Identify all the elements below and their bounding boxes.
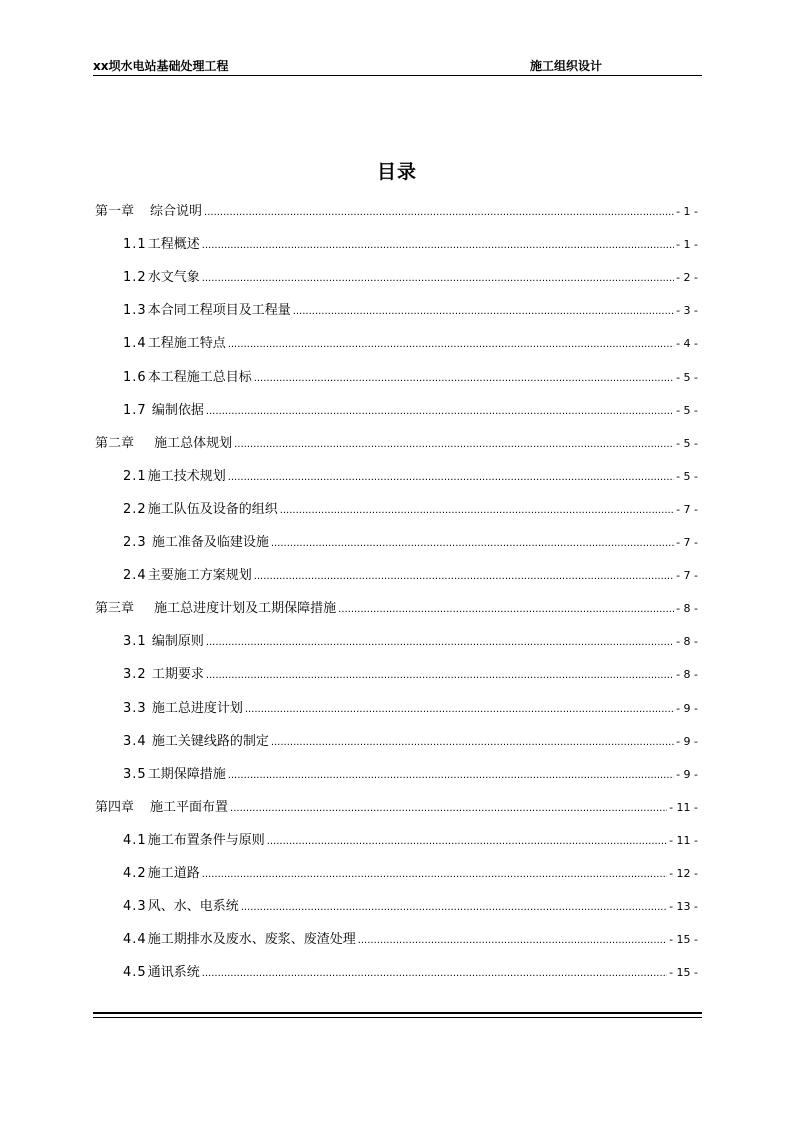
toc-entry-text: 工程施工特点 xyxy=(147,336,226,351)
toc-entry-number: 第四章 xyxy=(95,800,135,815)
toc-page-number: - 8 - xyxy=(676,635,698,648)
toc-page-number: - 8 - xyxy=(676,602,698,615)
toc-section-entry[interactable] xyxy=(123,930,698,950)
toc-entry-label xyxy=(123,831,265,851)
toc-entry-label xyxy=(123,566,252,586)
toc-entry-label xyxy=(123,268,200,288)
toc-section-entry[interactable] xyxy=(123,334,698,354)
toc-entry-text: 施工队伍及设备的组织 xyxy=(147,502,278,517)
toc-entry-number: 第二章 xyxy=(95,436,135,451)
toc-entry-label xyxy=(123,301,291,321)
toc-dot-leader xyxy=(202,865,667,885)
toc-entry-text: 施工技术规划 xyxy=(147,469,226,484)
toc-section-entry[interactable] xyxy=(123,268,698,288)
toc-page-number: - 8 - xyxy=(676,668,698,681)
toc-entry-text: 综合说明 xyxy=(150,204,203,219)
toc-entry-number: 第一章 xyxy=(95,204,135,219)
toc-entry-text: 编制原则 xyxy=(147,634,204,649)
toc-entry-label xyxy=(123,864,200,884)
page-header xyxy=(93,57,702,74)
toc-entry-number: 1.3 xyxy=(123,303,147,318)
toc-entry-number: 3.2 xyxy=(123,667,147,682)
toc-section-entry[interactable] xyxy=(123,699,698,719)
toc-entry-number: 1.6 xyxy=(123,370,147,385)
toc-entry-number: 1.1 xyxy=(123,237,147,252)
toc-entry-number: 3.3 xyxy=(123,701,147,716)
toc-page-number: - 11 - xyxy=(669,801,698,814)
toc-page-number: - 7 - xyxy=(676,503,698,516)
toc-page-number: - 5 - xyxy=(676,404,698,417)
toc-entry-label xyxy=(123,533,269,553)
toc-entry-text: 主要施工方案规划 xyxy=(147,568,252,583)
toc-entry-number: 4.4 xyxy=(123,932,147,947)
toc-entry-number: 3.5 xyxy=(123,767,147,782)
toc-entry-label xyxy=(123,467,226,487)
toc-entry-text: 本工程施工总目标 xyxy=(147,370,252,385)
toc-section-entry[interactable] xyxy=(123,632,698,652)
toc-entry-label xyxy=(123,765,226,785)
toc-entry-number: 4.1 xyxy=(123,833,147,848)
toc-page-number: - 12 - xyxy=(669,867,698,880)
toc-entry-label xyxy=(123,699,243,719)
toc-dot-leader xyxy=(358,931,667,951)
toc-page-number: - 5 - xyxy=(676,371,698,384)
toc-page-number: - 9 - xyxy=(676,768,698,781)
toc-dot-leader xyxy=(338,600,674,620)
toc-entry-text: 施工总进度计划及工期保障措施 xyxy=(150,601,337,616)
toc-entry-label xyxy=(123,401,204,421)
toc-page-number: - 13 - xyxy=(669,900,698,913)
toc-dot-leader xyxy=(234,435,674,455)
toc-entry-text: 通讯系统 xyxy=(147,965,200,980)
toc-dot-leader xyxy=(271,733,674,753)
toc-entry-number: 1.2 xyxy=(123,270,147,285)
toc-entry-text: 施工准备及临建设施 xyxy=(147,535,269,550)
toc-entry-text: 施工总体规划 xyxy=(150,436,233,451)
toc-entry-label xyxy=(95,599,336,619)
toc-page-number: - 5 - xyxy=(676,437,698,450)
toc-entry-number: 4.3 xyxy=(123,899,147,914)
toc-page-number: - 1 - xyxy=(676,205,698,218)
toc-section-entry[interactable] xyxy=(123,665,698,685)
toc-dot-leader xyxy=(206,402,674,422)
toc-page-number: - 5 - xyxy=(676,470,698,483)
toc-entry-label xyxy=(123,334,226,354)
toc-section-entry[interactable] xyxy=(123,566,698,586)
toc-entry-number: 1.4 xyxy=(123,336,147,351)
toc-dot-leader xyxy=(271,534,674,554)
toc-dot-leader xyxy=(204,203,674,223)
toc-entry-number: 4.5 xyxy=(123,965,147,980)
toc-entry-label xyxy=(95,202,202,222)
toc-section-entry[interactable] xyxy=(123,897,698,917)
toc-section-entry[interactable] xyxy=(123,533,698,553)
toc-entry-number: 1.7 xyxy=(123,403,147,418)
toc-page-number: - 9 - xyxy=(676,735,698,748)
toc-dot-leader xyxy=(228,468,674,488)
toc-entry-text: 工期保障措施 xyxy=(147,767,226,782)
toc-entry-text: 施工布置条件与原则 xyxy=(147,833,265,848)
toc-chapter-entry[interactable] xyxy=(95,202,698,222)
toc-chapter-entry[interactable] xyxy=(95,434,698,454)
toc-section-entry[interactable] xyxy=(123,963,698,983)
footer-divider-thick xyxy=(93,1012,702,1014)
toc-entry-label xyxy=(123,665,204,685)
toc-page-number: - 1 - xyxy=(676,238,698,251)
toc-entry-label xyxy=(123,897,239,917)
toc-entry-label xyxy=(123,963,200,983)
footer-divider-thin xyxy=(93,1017,702,1018)
toc-page-number: - 4 - xyxy=(676,337,698,350)
toc-page-number: - 3 - xyxy=(676,304,698,317)
toc-entry-number: 3.4 xyxy=(123,734,147,749)
toc-page-number: - 15 - xyxy=(669,966,698,979)
toc-section-entry[interactable] xyxy=(123,301,698,321)
toc-entry-text: 施工平面布置 xyxy=(150,800,229,815)
header-document-type: 施工组织设计 xyxy=(530,59,603,73)
toc-dot-leader xyxy=(241,898,667,918)
toc-title: 目录 xyxy=(376,161,417,183)
toc-dot-leader xyxy=(267,832,667,852)
toc-chapter-entry[interactable] xyxy=(95,798,698,818)
toc-entry-text: 水文气象 xyxy=(147,270,200,285)
toc-dot-leader xyxy=(254,369,674,389)
toc-dot-leader xyxy=(202,269,674,289)
toc-page-number: - 7 - xyxy=(676,536,698,549)
toc-dot-leader xyxy=(206,666,674,686)
toc-dot-leader xyxy=(293,302,674,322)
toc-chapter-entry[interactable] xyxy=(95,599,698,619)
toc-page-number: - 2 - xyxy=(676,271,698,284)
toc-entry-label xyxy=(123,368,252,388)
toc-dot-leader xyxy=(230,799,667,819)
toc-dot-leader xyxy=(202,236,674,256)
toc-entry-text: 施工道路 xyxy=(147,866,200,881)
toc-section-entry[interactable] xyxy=(123,765,698,785)
toc-entry-text: 工程概述 xyxy=(147,237,200,252)
toc-entry-label xyxy=(123,500,278,520)
header-divider xyxy=(93,75,702,76)
toc-entry-text: 编制依据 xyxy=(147,403,204,418)
toc-entry-text: 本合同工程项目及工程量 xyxy=(147,303,291,318)
toc-entry-number: 2.4 xyxy=(123,568,147,583)
toc-section-entry[interactable] xyxy=(123,831,698,851)
toc-entry-label xyxy=(123,235,200,255)
toc-entry-text: 风、水、电系统 xyxy=(147,899,239,914)
toc-dot-leader xyxy=(202,964,667,984)
toc-entry-label xyxy=(123,930,356,950)
toc-section-entry[interactable] xyxy=(123,467,698,487)
toc-page-number: - 9 - xyxy=(676,702,698,715)
toc-entry-label xyxy=(95,434,232,454)
toc-entry-number: 4.2 xyxy=(123,866,147,881)
toc-entry-text: 工期要求 xyxy=(147,667,204,682)
toc-section-entry[interactable] xyxy=(123,401,698,421)
toc-page-number: - 7 - xyxy=(676,569,698,582)
header-project-name: xx坝水电站基础处理工程 xyxy=(93,59,229,73)
toc-entry-text: 施工关键线路的制定 xyxy=(147,734,269,749)
toc-dot-leader xyxy=(245,700,674,720)
toc-page-number: - 11 - xyxy=(669,834,698,847)
toc-entry-text: 施工总进度计划 xyxy=(147,701,243,716)
toc-entry-number: 2.2 xyxy=(123,502,147,517)
toc-dot-leader xyxy=(228,766,674,786)
toc-section-entry[interactable] xyxy=(123,732,698,752)
toc-entry-number: 2.3 xyxy=(123,535,147,550)
toc-page-number: - 15 - xyxy=(669,933,698,946)
toc-entry-text: 施工期排水及废水、废浆、废渣处理 xyxy=(147,932,356,947)
toc-entry-label xyxy=(123,732,269,752)
toc-entry-label xyxy=(123,632,204,652)
toc-section-entry[interactable] xyxy=(123,864,698,884)
toc-dot-leader xyxy=(280,501,674,521)
toc-entry-number: 2.1 xyxy=(123,469,147,484)
toc-dot-leader xyxy=(228,335,674,355)
toc-section-entry[interactable] xyxy=(123,500,698,520)
toc-entry-number: 3.1 xyxy=(123,634,147,649)
toc-section-entry[interactable] xyxy=(123,368,698,388)
toc-dot-leader xyxy=(206,633,674,653)
toc-entry-number: 第三章 xyxy=(95,601,135,616)
toc-dot-leader xyxy=(254,567,674,587)
toc-entry-label xyxy=(95,798,228,818)
toc-section-entry[interactable] xyxy=(123,235,698,255)
